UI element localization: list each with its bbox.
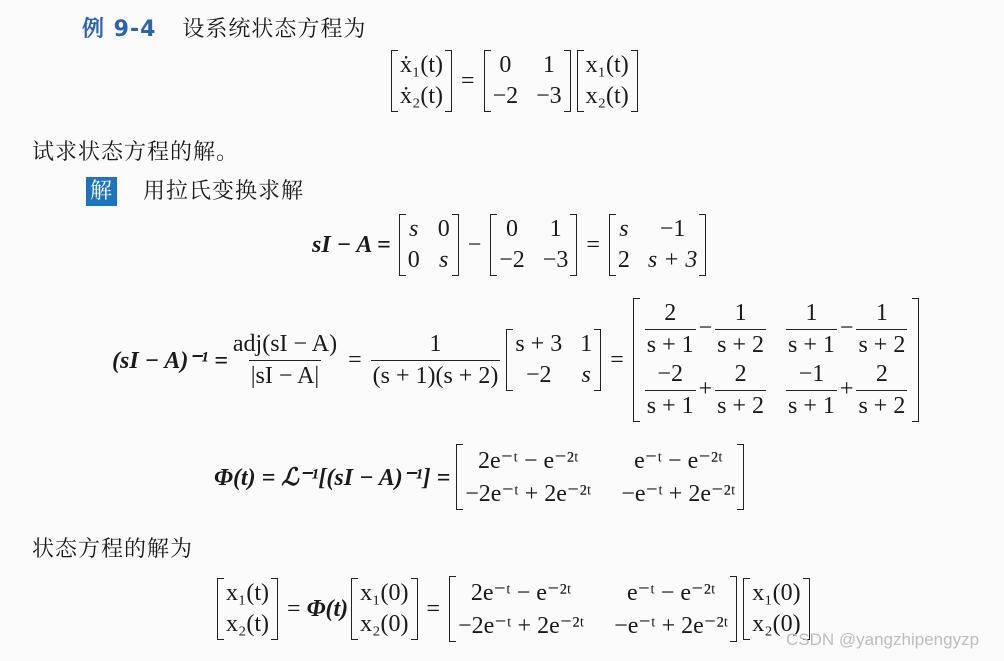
eq2-adj-fraction: $\frac{\text{adj(sI − A)}}{|sI - A|}$: [232, 330, 338, 389]
example-statement: 设系统状态方程为: [182, 17, 367, 42]
eq3-matrix: 2e⁻ᵗ − e⁻²ᵗ e⁻ᵗ − e⁻²ᵗ −2e⁻ᵗ + 2e⁻²ᵗ −e⁻ᵗ + 2e⁻²ᵗ: [456, 444, 744, 510]
eq3-lhs: Φ(t) = ℒ⁻¹[(sI − A)⁻¹] =: [214, 464, 451, 491]
eq2-r1c1: $\frac{-1}{s + 1}$ + $\frac{2}{s + 2}$: [788, 361, 906, 419]
state-equation: ẋ₁(t) ẋ₂(t) = 0 1 −2 −3 x₁(t) x₂(t): [388, 50, 641, 112]
eq1-matrix-s: s 0 0 s: [399, 214, 459, 276]
eq-transition-matrix: [214, 444, 747, 510]
solution-method: 用拉氏变换求解: [143, 179, 305, 204]
eq1-matrix-a: 0 1 −2 −3: [490, 214, 577, 276]
eq4-matrix: 2e⁻ᵗ − e⁻²ᵗ e⁻ᵗ − e⁻²ᵗ −2e⁻ᵗ + 2e⁻²ᵗ −e⁻ᵗ + 2e⁻²ᵗ: [449, 576, 737, 642]
example-label: 例 9-4: [82, 17, 157, 42]
watermark: CSDN @yangzhipengyzp: [786, 630, 980, 649]
eq4-x-vector: x₁(t) x₂(t): [217, 578, 278, 640]
eq2-result-matrix: [633, 298, 920, 422]
solution-text: 状态方程的解为: [32, 537, 194, 562]
state-derivative-vector: ẋ₁(t) ẋ₂(t): [391, 50, 452, 112]
state-vector: x₁(t) x₂(t): [577, 50, 638, 112]
eq2-r0c1: $\frac{1}{s + 1}$ − $\frac{1}{s + 2}$: [788, 300, 906, 358]
solution-header: [86, 174, 304, 205]
eq-si-minus-a: sI − A = s 0 0 s − 0 1 −2 −3 = s −1 2 s + 3: [312, 214, 709, 276]
eq4-phi: Φ(t): [306, 595, 349, 622]
example-header: [82, 12, 366, 43]
eq2-lhs: (sI − A)⁻¹ =: [112, 347, 228, 374]
eq4-x0-vector: x₁(0) x₂(0): [351, 578, 417, 640]
eq2-r1c0: $\frac{-2}{s + 1}$ + $\frac{2}{s + 2}$: [646, 361, 765, 419]
solution-badge: 解: [86, 177, 117, 206]
system-matrix: 0 1 −2 −3: [484, 50, 571, 112]
eq-state-solution: x₁(t) x₂(t) = Φ(t) x₁(0) x₂(0) = 2e⁻ᵗ − e⁻²ᵗ e⁻ᵗ − e⁻²ᵗ −2e⁻ᵗ + 2e⁻²ᵗ −e⁻ᵗ + 2e⁻²ᵗ x₁(0) x₂(0): [214, 576, 813, 642]
eq4-x0-vector-right: x₁(0) x₂(0): [743, 578, 809, 640]
eq2-r0c0: $\frac{2}{s + 1}$ − $\frac{1}{s + 2}$: [646, 300, 765, 358]
eq1-lhs: sI − A =: [312, 231, 391, 258]
eq2-scalar-fraction: $\frac{1}{(s + 1)(s + 2)}$: [372, 330, 499, 389]
eq1-matrix-result: s −1 2 s + 3: [609, 214, 707, 276]
eq-inverse: (sI − A)⁻¹ = $\frac{\text{adj(sI − A)}}{|sI - A|}$ = $\frac{1}{(s + 1)(s + 2)}$ s + 3 1 −2 s = $\frac{2}{s + 1}$ − $\frac{1}{s + 2}$ $\frac{1}{s + 1}$ − $\frac{1}{s + 2}$ $\frac{-2}{s + 1}$ + $\frac{2}{s + 2}$ $\frac{-1}{s + 1}$ + $\frac{2}{s + 2}$: [112, 298, 922, 422]
eq2-adj-matrix: s + 3 1 −2 s: [506, 329, 601, 391]
question-text: 试求状态方程的解。: [32, 140, 240, 165]
